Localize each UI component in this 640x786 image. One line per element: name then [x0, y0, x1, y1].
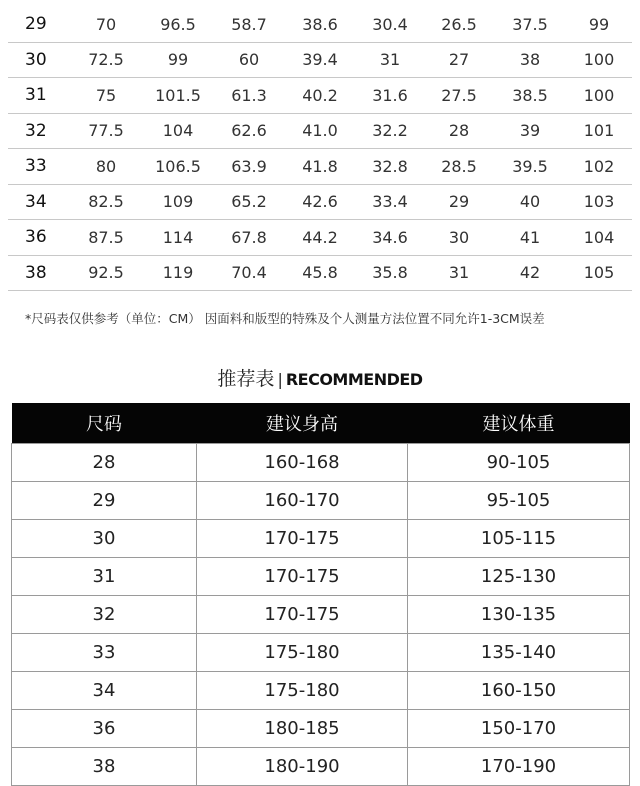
rec-height-cell: 175-180: [197, 634, 408, 672]
table-row: [12, 596, 630, 634]
rec-weight-cell: 170-190: [408, 748, 630, 786]
measurement-cell: 31: [424, 255, 494, 291]
measurement-cell: 58.7: [214, 7, 284, 42]
measurement-cell: 103: [566, 184, 632, 220]
table-row: [8, 7, 632, 42]
rec-height-cell: 170-175: [197, 596, 408, 634]
measurement-cell: 82.5: [70, 184, 142, 220]
measurement-cell: 37.5: [494, 7, 566, 42]
measurement-cell: 39: [494, 113, 566, 149]
measurement-cell: 104: [142, 113, 214, 149]
rec-weight-cell: 125-130: [408, 558, 630, 596]
measurement-cell: 39.4: [284, 42, 356, 78]
size-cell: 29: [8, 7, 70, 42]
size-table-body: [8, 7, 632, 291]
table-row: [8, 220, 632, 256]
rec-height-cell: 160-168: [197, 444, 408, 482]
recommended-title: [0, 364, 640, 391]
rec-size-cell: 31: [12, 558, 197, 596]
rec-height-cell: 175-180: [197, 672, 408, 710]
size-cell: 36: [8, 220, 70, 256]
measurement-cell: 92.5: [70, 255, 142, 291]
measurement-cell: 100: [566, 42, 632, 78]
table-row: [12, 748, 630, 786]
measurement-cell: 42: [494, 255, 566, 291]
size-cell: 31: [8, 78, 70, 114]
measurement-cell: 32.2: [356, 113, 424, 149]
recommended-header-row: [12, 403, 630, 444]
measurement-cell: 101: [566, 113, 632, 149]
measurement-cell: 105: [566, 255, 632, 291]
measurement-cell: 34.6: [356, 220, 424, 256]
header-height: 建议身高: [197, 403, 408, 444]
rec-weight-cell: 135-140: [408, 634, 630, 672]
measurement-cell: 28: [424, 113, 494, 149]
measurement-cell: 119: [142, 255, 214, 291]
table-row: [12, 558, 630, 596]
measurement-cell: 109: [142, 184, 214, 220]
rec-height-cell: 180-185: [197, 710, 408, 748]
table-row: [12, 634, 630, 672]
measurement-cell: 87.5: [70, 220, 142, 256]
measurement-cell: 77.5: [70, 113, 142, 149]
measurement-cell: 41: [494, 220, 566, 256]
rec-weight-cell: 130-135: [408, 596, 630, 634]
measurement-cell: 67.8: [214, 220, 284, 256]
measurement-cell: 28.5: [424, 149, 494, 185]
rec-size-cell: 38: [12, 748, 197, 786]
recommended-table: [11, 403, 630, 786]
measurement-cell: 99: [142, 42, 214, 78]
rec-size-cell: 36: [12, 710, 197, 748]
measurement-cell: 27.5: [424, 78, 494, 114]
table-row: [12, 672, 630, 710]
table-row: [8, 113, 632, 149]
measurement-cell: 30: [424, 220, 494, 256]
measurement-cell: 45.8: [284, 255, 356, 291]
rec-height-cell: 180-190: [197, 748, 408, 786]
measurement-cell: 75: [70, 78, 142, 114]
header-size: 尺码: [12, 403, 197, 444]
measurement-cell: 41.8: [284, 149, 356, 185]
measurement-cell: 38.6: [284, 7, 356, 42]
rec-size-cell: 29: [12, 482, 197, 520]
table-row: [12, 482, 630, 520]
header-weight: 建议体重: [408, 403, 630, 444]
measurement-cell: 32.8: [356, 149, 424, 185]
table-row: [12, 710, 630, 748]
size-table: [8, 7, 632, 291]
measurement-cell: 40: [494, 184, 566, 220]
measurement-cell: 62.6: [214, 113, 284, 149]
measurement-cell: 40.2: [284, 78, 356, 114]
measurement-cell: 30.4: [356, 7, 424, 42]
table-row: [12, 444, 630, 482]
measurement-cell: 100: [566, 78, 632, 114]
measurement-cell: 70.4: [214, 255, 284, 291]
measurement-cell: 39.5: [494, 149, 566, 185]
rec-weight-cell: 150-170: [408, 710, 630, 748]
recommended-title-en: RECOMMENDED: [285, 370, 423, 389]
rec-size-cell: 32: [12, 596, 197, 634]
measurement-cell: 72.5: [70, 42, 142, 78]
measurement-cell: 42.6: [284, 184, 356, 220]
measurement-cell: 70: [70, 7, 142, 42]
rec-size-cell: 33: [12, 634, 197, 672]
measurement-cell: 104: [566, 220, 632, 256]
measurement-cell: 60: [214, 42, 284, 78]
size-cell: 32: [8, 113, 70, 149]
measurement-cell: 80: [70, 149, 142, 185]
measurement-cell: 114: [142, 220, 214, 256]
measurement-cell: 31: [356, 42, 424, 78]
measurement-cell: 41.0: [284, 113, 356, 149]
measurement-cell: 35.8: [356, 255, 424, 291]
rec-weight-cell: 160-150: [408, 672, 630, 710]
measurement-cell: 44.2: [284, 220, 356, 256]
rec-height-cell: 170-175: [197, 520, 408, 558]
rec-height-cell: 170-175: [197, 558, 408, 596]
measurement-cell: 101.5: [142, 78, 214, 114]
table-row: [12, 520, 630, 558]
measurement-cell: 38: [494, 42, 566, 78]
size-cell: 33: [8, 149, 70, 185]
measurement-cell: 63.9: [214, 149, 284, 185]
table-row: [8, 78, 632, 114]
table-row: [8, 42, 632, 78]
recommended-title-cn: 推荐表: [217, 368, 275, 390]
rec-weight-cell: 105-115: [408, 520, 630, 558]
rec-size-cell: 34: [12, 672, 197, 710]
measurement-cell: 65.2: [214, 184, 284, 220]
measurement-cell: 106.5: [142, 149, 214, 185]
measurement-cell: 31.6: [356, 78, 424, 114]
measurement-cell: 27: [424, 42, 494, 78]
rec-weight-cell: 95-105: [408, 482, 630, 520]
measurement-cell: 99: [566, 7, 632, 42]
rec-height-cell: 160-170: [197, 482, 408, 520]
size-cell: 34: [8, 184, 70, 220]
measurement-cell: 26.5: [424, 7, 494, 42]
rec-size-cell: 28: [12, 444, 197, 482]
measurement-cell: 96.5: [142, 7, 214, 42]
rec-size-cell: 30: [12, 520, 197, 558]
measurement-cell: 61.3: [214, 78, 284, 114]
recommended-table-body: [12, 444, 630, 786]
title-separator: |: [277, 370, 283, 389]
measurement-cell: 38.5: [494, 78, 566, 114]
table-row: [8, 149, 632, 185]
measurement-cell: 33.4: [356, 184, 424, 220]
size-cell: 30: [8, 42, 70, 78]
table-row: [8, 184, 632, 220]
size-note: *尺码表仅供参考（单位：CM） 因面料和版型的特殊及个人测量方法位置不同允许1-3CM误差: [25, 311, 545, 326]
measurement-cell: 102: [566, 149, 632, 185]
rec-weight-cell: 90-105: [408, 444, 630, 482]
measurement-cell: 29: [424, 184, 494, 220]
size-cell: 38: [8, 255, 70, 291]
table-row: [8, 255, 632, 291]
